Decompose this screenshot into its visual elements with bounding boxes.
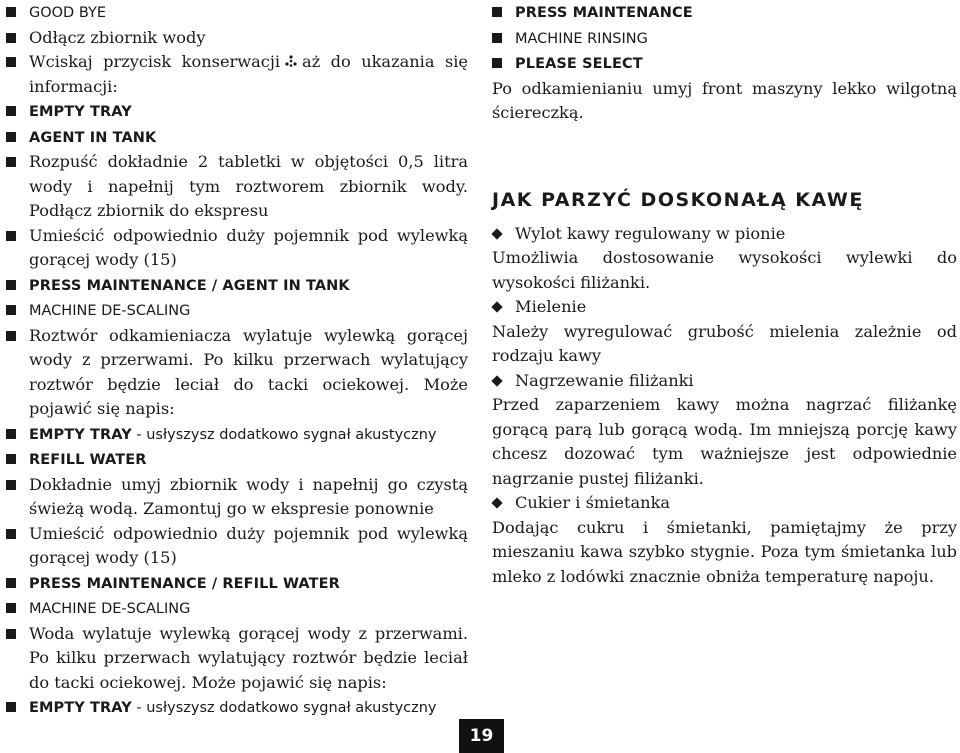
- msg-machine-descaling-2: MACHINE DE-SCALING: [6, 596, 468, 622]
- page-number: 19: [459, 719, 504, 753]
- step-detach-tank: Odłącz zbiornik wody: [6, 26, 468, 51]
- diamond-bullet-icon: [491, 228, 502, 239]
- step-place-container: Umieścić odpowiednio duży pojemnik pod wylewką gorącej wody (15): [6, 224, 468, 273]
- msg-refill-water: REFILL WATER: [6, 447, 468, 473]
- square-bullet-icon: [6, 132, 16, 142]
- step-water-flow: Woda wylatuje wylewką gorącej wody z przerwami. Po kilku przerwach wylatujący roztwór będzie leciał do tacki ociekowej. Może pojawić się napis:: [6, 622, 468, 696]
- msg-empty-tray-3: EMPTY TRAY - usłyszysz dodatkowo sygnał akustyczny: [6, 695, 468, 721]
- msg-press-maintenance-refill: PRESS MAINTENANCE / REFILL WATER: [6, 571, 468, 597]
- step-dissolve-tablets: Rozpuść dokładnie 2 tabletki w objętości 0,5 litra wody i napełnij tym roztworem zbiornik wody. Podłącz zbiornik do ekspresu: [6, 150, 468, 224]
- msg-empty-tray: EMPTY TRAY: [6, 99, 468, 125]
- step-good-bye: GOOD BYE: [6, 0, 468, 26]
- tip-sugar-cream-text: Dodając cukru i śmietanki, pamiętajmy że przy mieszaniu kawa szybko stygnie. Poza tym śmietanka lub mleko z lodówki znacznie obniża temperaturę napoju.: [492, 517, 957, 586]
- square-bullet-icon: [6, 231, 16, 241]
- square-bullet-icon: [6, 578, 16, 588]
- tip-grinding-title: Mielenie: [492, 295, 957, 320]
- step-descaler-flow: Roztwór odkamieniacza wylatuje wylewką gorącej wody z przerwami. Po kilku przerwach wylatujący roztwór będzie leciał do tacki ociekowej. Może pojawić się napis:: [6, 324, 468, 422]
- square-bullet-icon: [6, 305, 16, 315]
- right-column: [492, 0, 957, 589]
- tip-grinding-text: Należy wyregulować grubość mielenia zależnie od rodzaju kawy: [492, 321, 957, 365]
- msg-press-maintenance-agent: PRESS MAINTENANCE / AGENT IN TANK: [6, 273, 468, 299]
- square-bullet-icon: [6, 280, 16, 290]
- tip-spout-text: Umożliwia dostosowanie wysokości wylewki do wysokości filiżanki.: [492, 248, 957, 292]
- square-bullet-icon: [6, 157, 16, 167]
- msg-empty-tray-2: EMPTY TRAY - usłyszysz dodatkowo sygnał akustyczny: [6, 422, 468, 448]
- diamond-bullet-icon: [491, 497, 502, 508]
- diamond-bullet-icon: [491, 301, 502, 312]
- square-bullet-icon: [6, 529, 16, 539]
- msg-please-select: PLEASE SELECT: [492, 51, 957, 77]
- left-column: [6, 0, 468, 721]
- square-bullet-icon: [6, 454, 16, 464]
- square-bullet-icon: [6, 33, 16, 43]
- step-press-maintenance: Wciskaj przycisk konserwacji aż do ukazania się informacji:: [6, 50, 468, 99]
- tip-cup-heating-title: Nagrzewanie filiżanki: [492, 369, 957, 394]
- after-descaling-note: Po odkamienianiu umyj front maszyny lekko wilgotną ściereczką.: [492, 78, 957, 122]
- section-heading: JAK PARZYĆ DOSKONAŁĄ KAWĘ: [492, 188, 864, 211]
- square-bullet-icon: [6, 629, 16, 639]
- square-bullet-icon: [6, 603, 16, 613]
- square-bullet-icon: [6, 7, 16, 17]
- step-place-container-2: Umieścić odpowiednio duży pojemnik pod wylewką gorącej wody (15): [6, 522, 468, 571]
- square-bullet-icon: [492, 33, 502, 43]
- square-bullet-icon: [492, 58, 502, 68]
- maintenance-icon: [284, 54, 298, 68]
- tip-sugar-cream-title: Cukier i śmietanka: [492, 491, 957, 516]
- square-bullet-icon: [6, 429, 16, 439]
- square-bullet-icon: [6, 57, 16, 67]
- diamond-bullet-icon: [491, 375, 502, 386]
- msg-machine-descaling: MACHINE DE-SCALING: [6, 298, 468, 324]
- square-bullet-icon: [6, 106, 16, 116]
- square-bullet-icon: [6, 480, 16, 490]
- msg-agent-in-tank: AGENT IN TANK: [6, 125, 468, 151]
- msg-machine-rinsing: MACHINE RINSING: [492, 26, 957, 52]
- tip-cup-heating-text: Przed zaparzeniem kawy można nagrzać filiżankę gorącą parą lub gorącą wodą. Im mniejszą porcję kawy chcesz dozować tym ważniejsze jest odpowiednie nagrzanie pustej filiżanki.: [492, 395, 957, 488]
- tip-spout-title: Wylot kawy regulowany w pionie: [492, 222, 957, 247]
- msg-press-maintenance-final: PRESS MAINTENANCE: [492, 0, 957, 26]
- step-clean-tank: Dokładnie umyj zbiornik wody i napełnij go czystą świeżą wodą. Zamontuj go w ekspresie ponownie: [6, 473, 468, 522]
- square-bullet-icon: [492, 7, 502, 17]
- square-bullet-icon: [6, 331, 16, 341]
- square-bullet-icon: [6, 702, 16, 712]
